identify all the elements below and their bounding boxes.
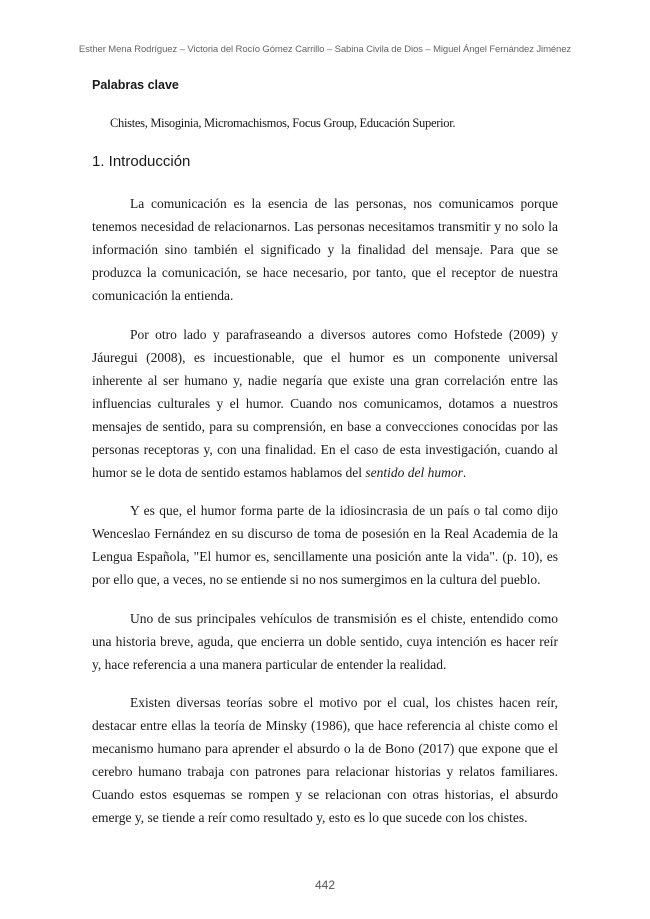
keywords-list: Chistes, Misoginia, Micromachismos, Focus Group, Educación Superior. [110,116,456,130]
paragraph: Y es que, el humor forma parte de la idiosincrasia de un país o tal como dijo Wenceslao Fernández en su discurso de toma de posesión en la Real Academia de la Lengua Española, "El humor es, sencillamente una posición ante la vida". (p. 10), es por ello que, a veces, no se entiende si no nos sumergimos en la cultura del pueblo. [92,503,558,587]
paragraph [92,323,558,484]
paragraph-text-end: . [462,464,467,480]
keywords-heading: Palabras clave [92,78,179,92]
section-heading: 1. Introducción [92,153,191,170]
running-header-authors: Esther Mena Rodríguez – Victoria del Rocío Gómez Carrillo – Sabina Civila de Dios – Miguel Ángel Fernández Jiménez [78,44,572,55]
paragraph-text: Por otro lado y parafraseando a diversos autores como Hofstede (2009) y Jáuregui (2008), es incuestionable, que el humor es un componente universal inherente al ser humano y, nadie negaría que existe una gran correlación entre las influencias culturales y el humor. Cuando nos comunicamos, dotamos a nuestros mensajes de sentido, para su comprensión, en base a convecciones conocidas por las personas receptoras y, con una finalidad. En el caso de esta investigación, cuando al humor se le dota de sentido estamos hablamos del [92,326,558,480]
section-body [92,192,558,845]
paragraph: Existen diversas teorías sobre el motivo por el cual, los chistes hacen reír, destacar entre ellas la teoría de Minsky (1986), que hace referencia al chiste como el mecanismo humano para aprender el absurdo o la de Bono (2017) que expone que el cerebro humano trabaja con patrones para relacionar historias y relatos familiares. Cuando estos esquemas se rompen y se relacionan con otras historias, el absurdo emerge y, se tiende a reír como resultado y, esto es lo que sucede con los chistes. [92,695,558,825]
paragraph: Uno de sus principales vehículos de transmisión es el chiste, entendido como una historia breve, aguda, que encierra un doble sentido, cuya intención es hacer reír y, hace referencia a una manera particular de entender la realidad. [92,610,558,672]
paragraph-italic: sentido del humor [365,464,463,480]
page-number: 442 [314,878,336,892]
paragraph: La comunicación es la esencia de las personas, nos comunicamos porque tenemos necesidad de relacionarnos. Las personas necesitamos transmitir y no solo la información sino también el significado y la finalidad del mensaje. Para que se produzca la comunicación, se hace necesario, por tanto, que el receptor de nuestra comunicación la entienda. [92,196,558,303]
